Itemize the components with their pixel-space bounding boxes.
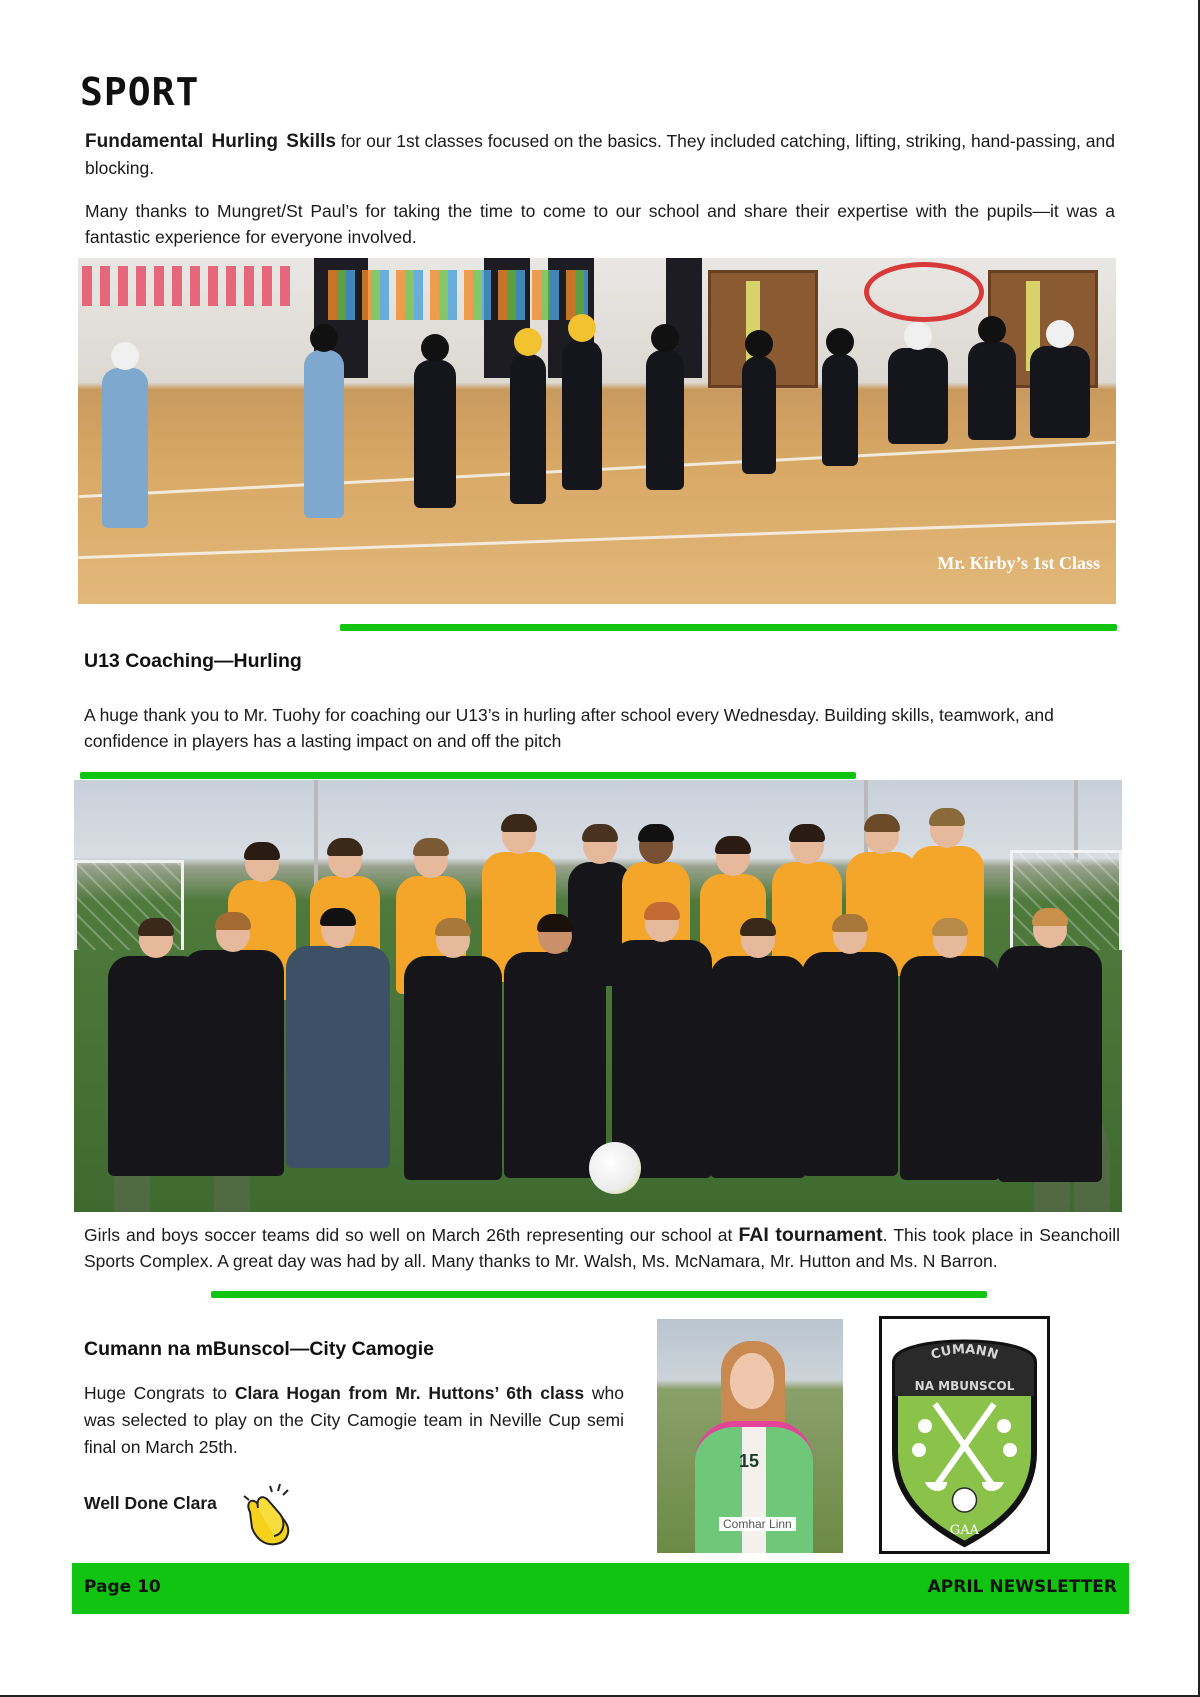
hurling-skills-lead: Fundamental Hurling Skills	[85, 131, 336, 152]
clapping-hands-icon	[236, 1478, 300, 1548]
hurling-skills-paragraph	[85, 128, 1115, 181]
cumann-na-mbunscol-crest	[879, 1316, 1050, 1554]
soccer-team-photo	[74, 780, 1122, 1212]
fai-tournament-highlight: FAI tournament	[738, 1224, 883, 1246]
clara-hogan-highlight: Clara Hogan from Mr. Huttons’ 6th class	[234, 1383, 585, 1403]
camogie-paragraph	[84, 1380, 624, 1461]
u13-heading: U13 Coaching—Hurling	[84, 650, 302, 672]
crest-logo	[885, 1322, 1044, 1548]
section-divider	[211, 1291, 987, 1298]
section-divider	[340, 624, 1117, 631]
u13-paragraph: A huge thank you to Mr. Tuohy for coaching our U13’s in hurling after school every Wednesday. Building skills, teamwork, and confidence in players has a lasting impact on and off the pitch	[84, 705, 1054, 751]
well-done-text: Well Done Clara	[84, 1493, 217, 1513]
newsletter-name: APRIL NEWSLETTER	[927, 1577, 1117, 1597]
camogie-text-end: who was selected to play on the City Camogie team in Neville Cup semi final on March 25th.	[84, 1383, 624, 1457]
section-divider	[80, 772, 856, 779]
crest-gaa-text: GAA	[949, 1523, 980, 1538]
jersey-sponsor: Comhar Linn	[719, 1517, 796, 1531]
camogie-heading: Cumann na mBunscol—City Camogie	[84, 1338, 434, 1360]
mungret-thanks-paragraph: Many thanks to Mungret/St Paul’s for taking the time to come to our school and share their expertise with the pupils—it was a fantastic experience for everyone involved.	[85, 201, 1115, 247]
camogie-text-start: Huge Congrats to	[84, 1383, 235, 1403]
soccer-ball-icon	[589, 1142, 641, 1194]
soccer-text-start: Girls and boys soccer teams did so well on March 26th representing our school at	[84, 1225, 739, 1245]
soccer-paragraph	[84, 1222, 1120, 1274]
page-footer	[72, 1563, 1129, 1614]
crest-text-bottom: NA MBUNSCOL	[914, 1379, 1015, 1393]
page-title: SPORT	[80, 70, 200, 114]
hurling-photo-caption: Mr. Kirby’s 1st Class	[937, 553, 1100, 573]
page-number: Page 10	[84, 1577, 161, 1597]
soccer-text-end: . This took place in Seanchoill Sports Complex. A great day was had by all. Many thanks to Mr. Walsh, Ms. McNamara, Mr. Hutton and Ms. N Barron.	[84, 1225, 1120, 1271]
hurling-skills-text: for our 1st classes focused on the basics. They included catching, lifting, striking, hand-passing, and blocking.	[85, 131, 1115, 178]
jersey-number: 15	[739, 1451, 760, 1471]
crest-text-top: CUMANN	[929, 1342, 1000, 1364]
hurling-class-photo	[78, 258, 1116, 604]
clara-hogan-photo	[657, 1319, 843, 1553]
